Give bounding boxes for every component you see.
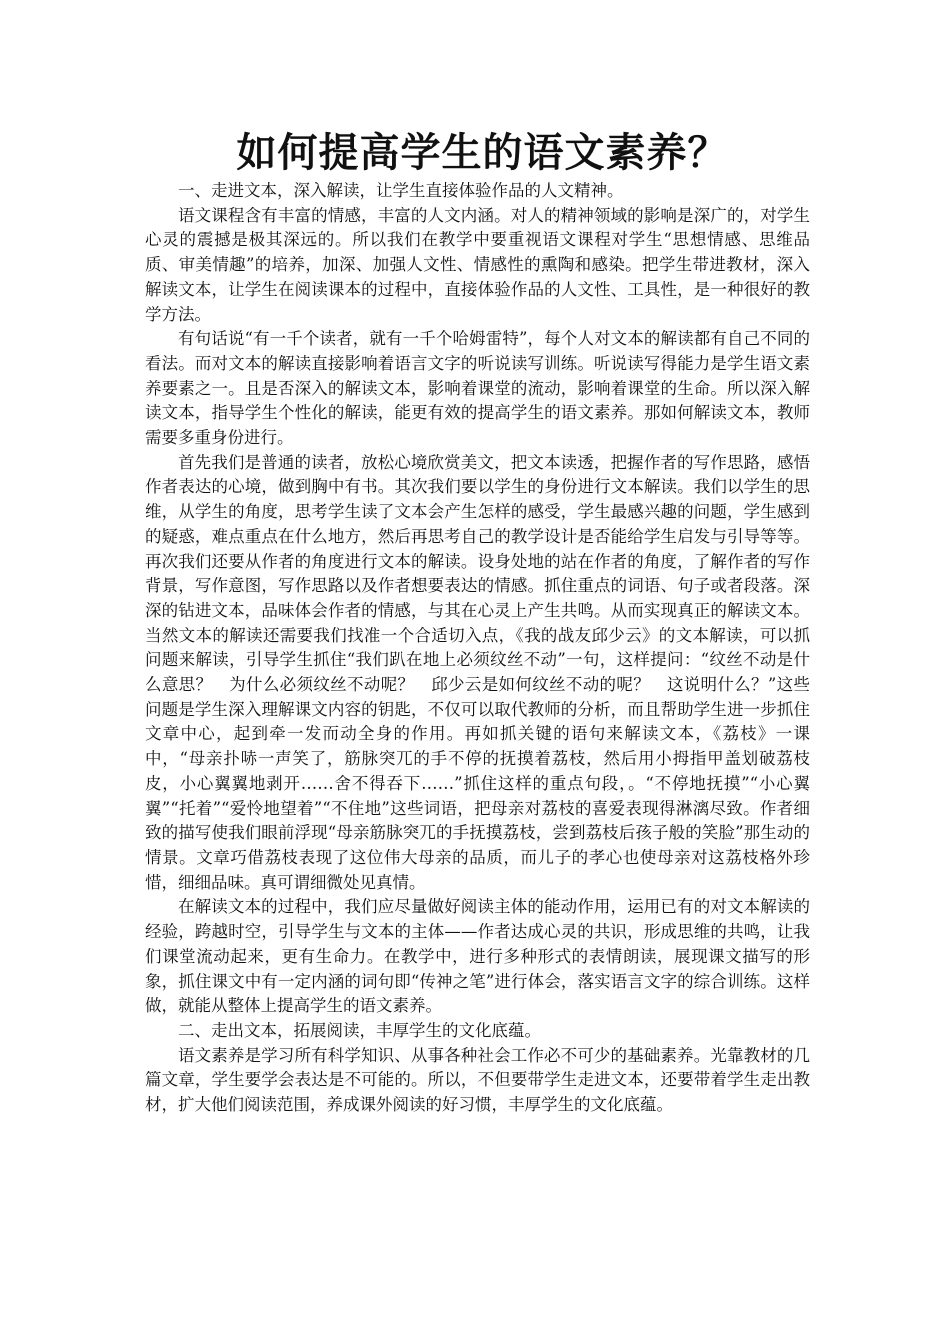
document-body	[145, 179, 810, 1118]
section-heading-2: 二、走出文本，拓展阅读，丰厚学生的文化底蕴。	[178, 1020, 541, 1040]
body-paragraph: 语文课程含有丰富的情感，丰富的人文内涵。对人的精神领域的影响是深广的，对学生心灵的震撼是极其深远的。所以我们在教学中要重视语文课程对学生“思想情感、思维品质、审美情趣”的培养，加深、加强人文性、情感性的熏陶和感染。把学生带进教材，深入解读文本，让学生在阅读课本的过程中，直接体验作品的人文性、工具性，是一种很好的教学方法。	[145, 205, 810, 324]
document-title: 如何提高学生的语文素养？	[236, 129, 729, 176]
document-page	[145, 127, 810, 1118]
section-heading-1: 一、走进文本，深入解读，让学生直接体验作品的人文精神。	[178, 181, 624, 200]
body-paragraph: 有句话说“有一千个读者，就有一千个哈姆雷特”，每个人对文本的解读都有自己不同的看法。而对文本的解读直接影响着语言文字的听说读写训练。听说读写得能力是学生语文素养要素之一。且是否深入的解读文本，影响着课堂的流动，影响着课堂的生命。所以深入解读文本，指导学生个性化的解读，能更有效的提高学生的语文素养。那如何解读文本，教师需要多重身份进行。	[145, 329, 810, 448]
body-paragraph: 在解读文本的过程中，我们应尽量做好阅读主体的能动作用，运用已有的对文本解读的经验，跨越时空，引导学生与文本的主体——作者达成心灵的共识，形成思维的共鸣，让我们课堂流动起来，更有生命力。在教学中，进行多种形式的表情朗读，展现课文描写的形象，抓住课文中有一定内涵的词句即“传神之笔”进行体会，落实语言文字的综合训练。这样做，就能从整体上提高学生的语文素养。	[145, 897, 810, 1016]
body-paragraph: 首先我们是普通的读者，放松心境欣赏美文，把文本读透，把握作者的写作思路，感悟作者表达的心境，做到胸中有书。其次我们要以学生的身份进行文本解读。我们以学生的思维，从学生的角度，思考学生读了文本会产生怎样的感受，学生最感兴趣的问题，学生感到的疑惑，难点重点在什么地方，然后再思考自己的教学设计是否能给学生启发与引导等等。再次我们还要从作者的角度进行文本的解读。设身处地的站在作者的角度，了解作者的写作背景，写作意图，写作思路以及作者想要表达的情感。抓住重点的词语、句子或者段落。深深的钻进文本，品味体会作者的情感，与其在心灵上产生共鸣。从而实现真正的解读文本。当然文本的解读还需要我们找准一个合适切入点，《我的战友邱少云》的文本解读，可以抓问题来解读，引导学生抓住“我们趴在地上必须纹丝不动”一句，这样提问：“纹丝不动是什么意思？ 为什么必须纹丝不动呢？ 邱少云是如何纹丝不动的呢？ 这说明什么？”这些问题是学生深入理解课文内容的钥匙，不仅可以取代教师的分析，而且帮助学生进一步抓住文章中心，起到牵一发而动全身的作用。再如抓关键的语句来解读文本，《荔枝》一课中，“母亲扑哧一声笑了，筋脉突兀的手不停的抚摸着荔枝，然后用小拇指甲盖划破荔枝皮，小心翼翼地剥开……舍不得吞下……”抓住这样的重点句段，。“不停地抚摸”“小心翼翼”“托着”“爱怜地望着”“不住地”这些词语，把母亲对荔枝的喜爱表现得淋漓尽致。作者细致的描写使我们眼前浮现“母亲筋脉突兀的手抚摸荔枝，尝到荔枝后孩子般的笑脸”那生动的情景。文章巧借荔枝表现了这位伟大母亲的品质，而儿子的孝心也使母亲对这荔枝格外珍惜，细细品味。真可谓细微处见真情。	[145, 452, 810, 892]
body-paragraph: 语文素养是学习所有科学知识、从事各种社会工作必不可少的基础素养。光靠教材的几篇文章，学生要学会表达是不可能的。所以，不但要带学生走进文本，还要带着学生走出教材，扩大他们阅读范围，养成课外阅读的好习惯，丰厚学生的文化底蕴。	[145, 1045, 810, 1115]
